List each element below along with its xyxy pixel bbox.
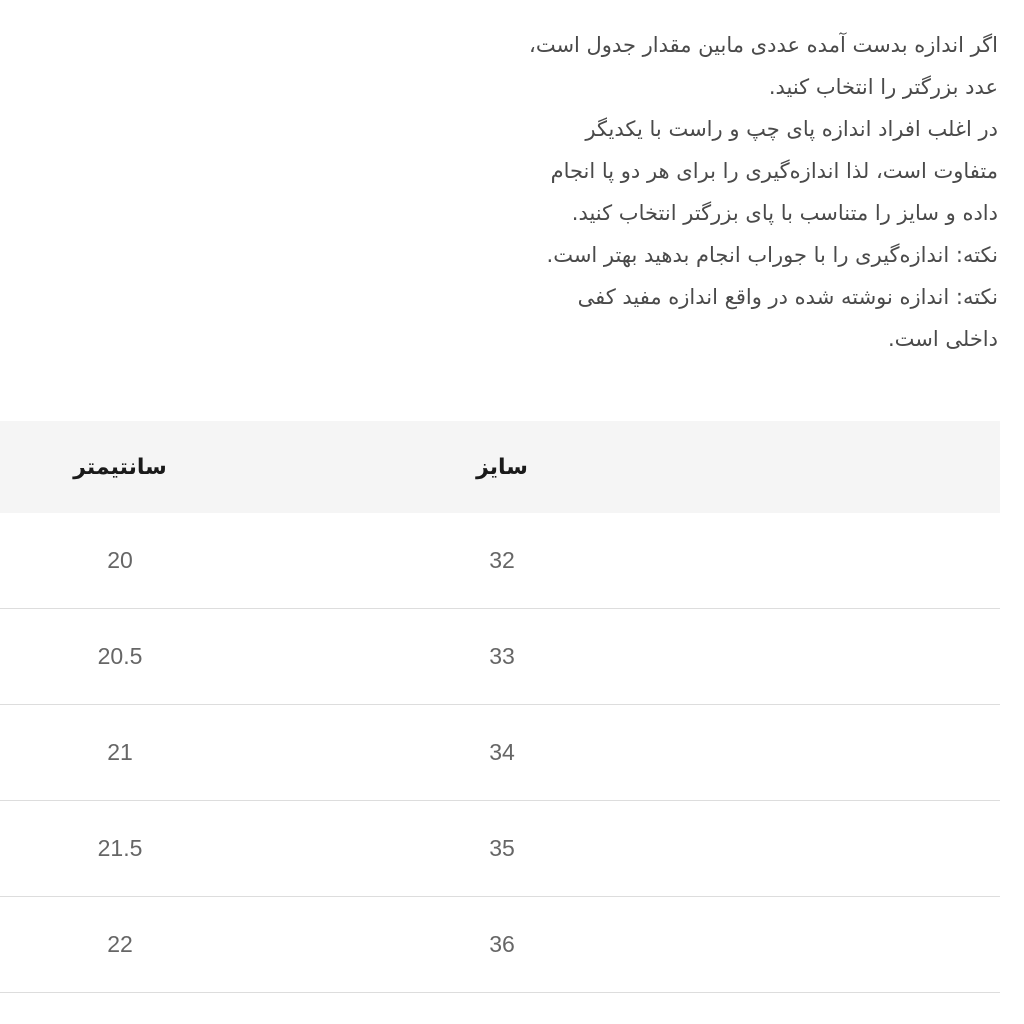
header-size-label: سایز xyxy=(476,454,528,480)
size-cell xyxy=(489,801,1000,897)
size-cell xyxy=(489,609,1000,705)
note-line: متفاوت است، لذا اندازه‌گیری را برای هر دو پا انجام xyxy=(550,159,998,183)
note-line: نکته: اندازه نوشته شده در واقع اندازه مفید کفی xyxy=(577,285,998,309)
header-cm-label: سانتیمتر xyxy=(73,454,167,480)
cm-value: 21 xyxy=(107,739,133,765)
size-cell xyxy=(489,897,1000,993)
cm-cell xyxy=(0,705,500,801)
size-value: 36 xyxy=(489,931,515,957)
note-line: اگر اندازه بدست آمده عددی مابین مقدار جدول است، xyxy=(529,33,998,57)
cm-cell xyxy=(0,897,500,993)
size-value: 32 xyxy=(489,547,515,573)
size-table-header xyxy=(0,421,1000,513)
header-cm xyxy=(0,421,500,513)
cm-cell xyxy=(0,609,500,705)
table-row xyxy=(0,801,1000,897)
size-value: 33 xyxy=(489,643,515,669)
size-value: 35 xyxy=(489,835,515,861)
cm-value: 22 xyxy=(107,931,133,957)
cm-cell xyxy=(0,513,500,609)
header-row xyxy=(0,421,1000,513)
note-line: داخلی است. xyxy=(887,327,998,351)
table-row xyxy=(0,513,1000,609)
size-cell xyxy=(489,513,1000,609)
size-cell xyxy=(489,705,1000,801)
header-size xyxy=(476,421,1000,513)
size-table-body xyxy=(0,513,1000,993)
size-value: 34 xyxy=(489,739,515,765)
table-row xyxy=(0,897,1000,993)
cm-value: 21.5 xyxy=(97,835,143,861)
cm-cell xyxy=(0,801,500,897)
cm-value: 20.5 xyxy=(97,643,143,669)
note-line: داده و سایز را متناسب با پای بزرگتر انتخاب کنید. xyxy=(571,201,998,225)
cm-value: 20 xyxy=(107,547,133,573)
table-row xyxy=(0,609,1000,705)
table-row xyxy=(0,705,1000,801)
size-guide-notes xyxy=(438,24,998,360)
note-line: در اغلب افراد اندازه پای چپ و راست با یکدیگر xyxy=(585,117,998,141)
note-line: نکته: اندازه‌گیری را با جوراب انجام بدهید بهتر است. xyxy=(546,243,998,267)
note-line: عدد بزرگتر را انتخاب کنید. xyxy=(768,75,998,99)
size-table xyxy=(0,421,1000,993)
